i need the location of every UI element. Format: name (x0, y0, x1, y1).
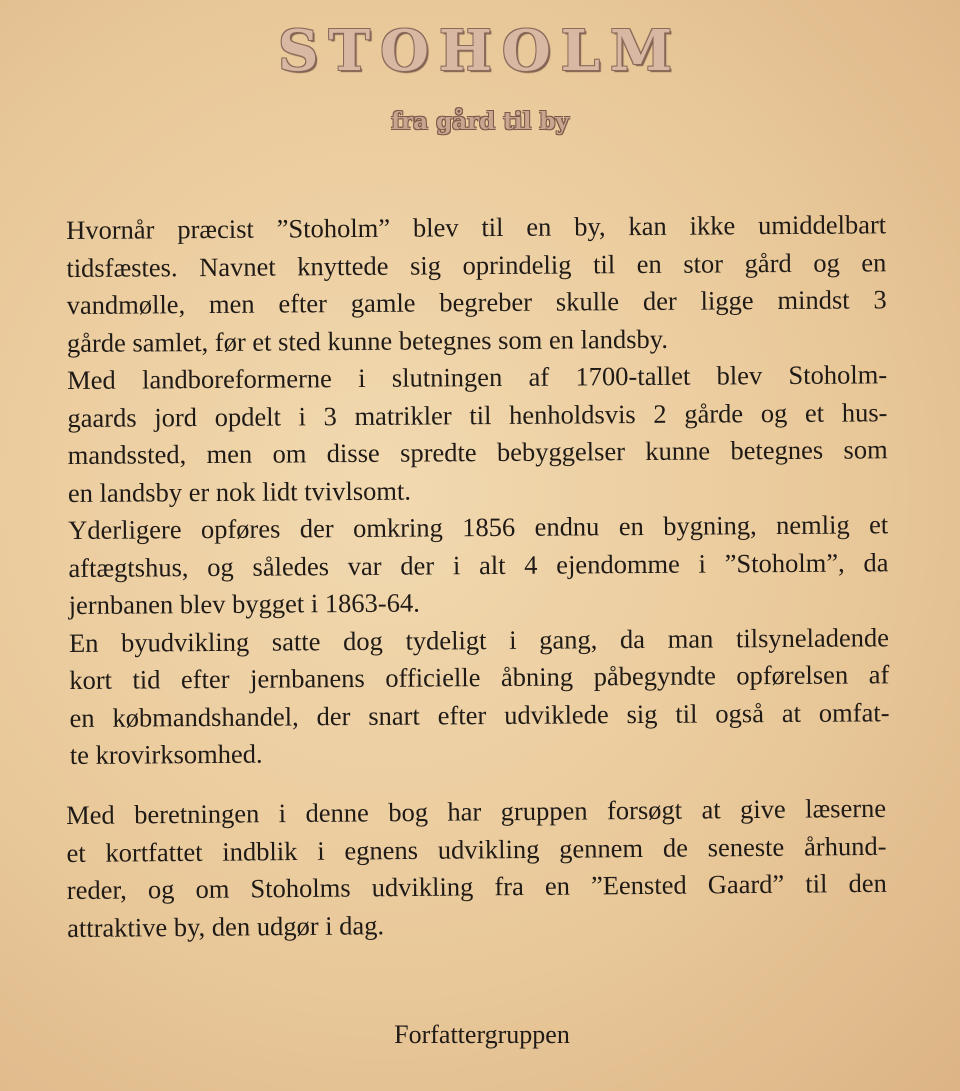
text-line: aftægtshus, og således var der i alt 4 ejendomme i ”Stoholm”, da (68, 546, 889, 583)
closing-text (66, 790, 887, 947)
text-line: En byudvikling satte dog tydeligt i gang, da man tilsyneladende (68, 621, 890, 658)
text-line: reder, og om Stoholms udvikling fra en ”Eensted Gaard” til den (66, 867, 887, 905)
page-title: STOHOLM (278, 18, 682, 84)
text-line: attraktive by, den udgør i dag. (67, 909, 385, 943)
text-line: en købmandshandel, der snart efter udviklede sig til også at omfat- (69, 696, 890, 733)
text-line: jernbanen blev bygget i 1863-64. (68, 587, 420, 620)
text-line: te krovirksomhed. (69, 738, 263, 770)
page-subtitle: fra gård til by (391, 108, 569, 135)
text-line: Hvornår præcist ”Stoholm” blev til en by, kan ikke umiddelbart (66, 209, 887, 245)
text-line: kort tid efter jernbanens officielle åbning påbegyndte opførelsen af (69, 659, 890, 695)
signature: Forfattergruppen (394, 1020, 570, 1049)
text-line: Med beretningen i denne bog har gruppen forsøgt at give læserne (66, 792, 887, 830)
text-line: gaards jord opdelt i 3 matrikler til henholdsvis 2 gårde og et hus- (67, 396, 888, 433)
body-text (66, 206, 890, 774)
text-line: en landsby er nok lidt tvivlsomt. (67, 475, 412, 508)
text-line: et kortfattet indblik i egnens udvikling gennem de seneste århund- (66, 830, 887, 868)
text-line: mandssted, men om disse spredte bebyggelser kunne betegnes som (67, 434, 888, 470)
text-line: Yderligere opføres der omkring 1856 endnu en bygning, nemlig et (68, 509, 889, 545)
text-line: Med landboreformerne i slutningen af 1700-tallet blev Stoholm- (67, 359, 888, 395)
text-line: vandmølle, men efter gamle begreber skulle der ligge mindst 3 (66, 284, 887, 320)
text-line: tidsfæstes. Navnet knyttede sig oprindelig til en stor gård og en (66, 246, 887, 283)
text-line: gårde samlet, før et sted kunne betegnes som en landsby. (66, 323, 669, 358)
